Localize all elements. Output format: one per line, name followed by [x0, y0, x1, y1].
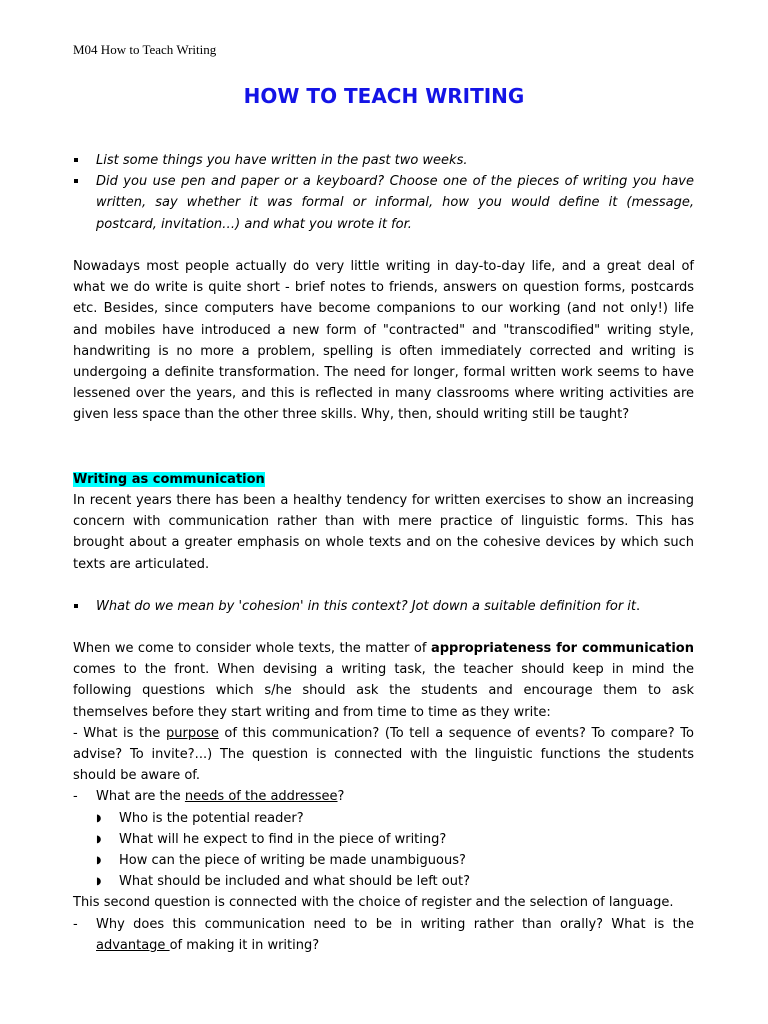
arrow-bullet-icon: ◗ — [96, 876, 102, 888]
square-bullet-icon — [74, 596, 78, 617]
dash-marker: - — [73, 789, 78, 805]
sub-list-item: ◗ How can the piece of writing be made unambiguous? — [73, 850, 694, 871]
appropriateness-paragraph: When we come to consider whole texts, the matter of appropriateness for communication comes to the front. When devising a writing task, the teacher should keep in mind the following questions which s/he should ask the students and encourage them to ask themselves before they start writing and from time to time as they write: — [73, 641, 694, 720]
section-heading-text: Writing as communication — [73, 472, 265, 487]
cohesion-bullet — [73, 596, 694, 617]
page-title: HOW TO TEACH WRITING — [243, 84, 525, 108]
list-item — [73, 171, 694, 235]
sub-list-item: ◗ What will he expect to find in the piece of writing? — [73, 829, 694, 850]
purpose-item: - What is the purpose of this communication? (To tell a sequence of events? To compare? To advise? To invite?...) The question is connected with the linguistic functions the students should be aware of. — [73, 725, 694, 784]
list-item-text: List some things you have written in the past two weeks. — [96, 153, 468, 168]
arrow-bullet-icon: ◗ — [96, 855, 102, 867]
cohesion-period: . — [636, 599, 641, 614]
list-item-text: Did you use pen and paper or a keyboard? Choose one of the pieces of writing you have written, say whether it was formal or informal, how you would define it (message, postcard, invitation…) and what you wrote it for. — [96, 174, 694, 232]
purpose-underlined: purpose — [166, 725, 219, 741]
intro-paragraph: Nowadays most people actually do very little writing in day-to-day life, and a great deal of what we do write is quite short - brief notes to friends, answers on question forms, postcards etc. Besides, since computers have become companions to our working (and not only!) life and mobiles have introduced a new form of "contracted" and "transcodified" writing style, handwriting is no more a problem, spelling is often immediately corrected and writing is undergoing a definite transformation. The need for longer, formal written work seems to have lessened over the years, and this is reflected in many classrooms where writing activities are given less space than the other three skills. Why, then, should writing still be taught? — [73, 259, 694, 423]
second-question-note: This second question is connected with the choice of register and the selection of language. — [73, 895, 674, 911]
list-item — [73, 596, 694, 617]
arrow-bullet-icon: ◗ — [96, 812, 102, 824]
section-heading — [73, 469, 694, 490]
appropriateness-section — [73, 638, 694, 956]
list-item — [73, 150, 694, 171]
appropriateness-bold-phrase: appropriateness for communication — [430, 641, 694, 656]
needs-item: - What are the needs of the addressee? — [73, 786, 694, 807]
running-header: M04 How to Teach Writing — [73, 42, 217, 57]
communication-paragraph: In recent years there has been a healthy tendency for written exercises to show an increasing concern with communication rather than with mere practice of linguistic forms. This has brought about a greater emphasis on whole texts and on the cohesive devices by which such texts are articulated. — [73, 493, 694, 572]
why-item: - Why does this communication need to be in writing rather than orally? What is the advantage of making it in writing? — [73, 914, 694, 956]
dash-marker: - — [73, 916, 78, 932]
cohesion-question-text: What do we mean by 'cohesion' in this context? Jot down a suitable definition for it — [96, 599, 637, 614]
sub-list-item: ◗ What should be included and what should be left out? — [73, 871, 694, 892]
square-bullet-icon — [74, 171, 78, 192]
advantage-underlined: advantage — [96, 937, 170, 953]
arrow-bullet-icon: ◗ — [96, 833, 102, 845]
square-bullet-icon — [74, 150, 78, 171]
sub-list-item: ◗ Who is the potential reader? — [73, 808, 694, 829]
needs-underlined: needs of the addressee — [184, 789, 338, 805]
intro-bullet-list — [73, 150, 694, 235]
